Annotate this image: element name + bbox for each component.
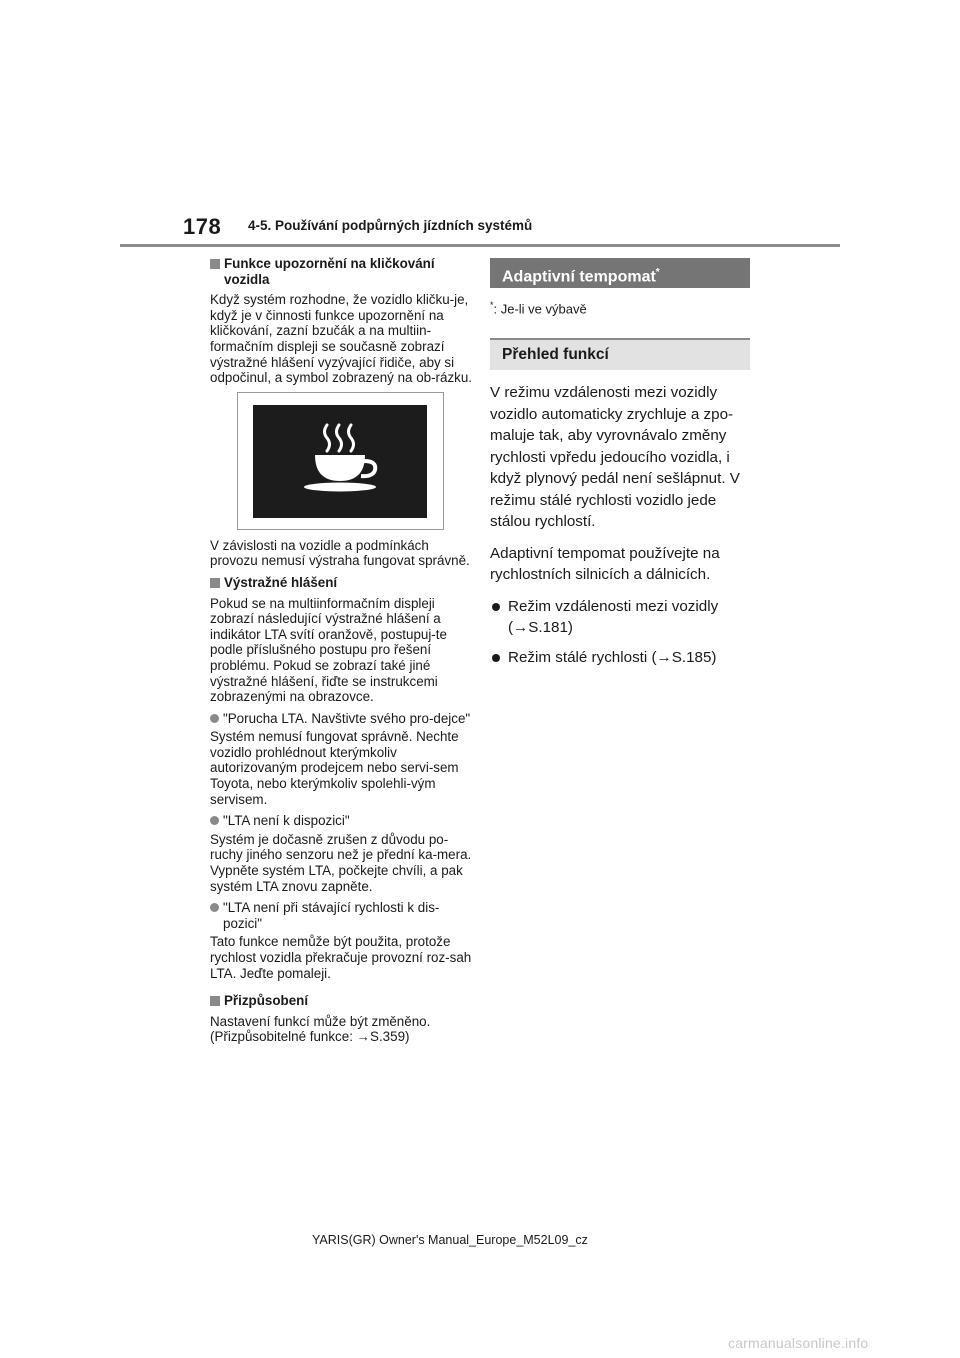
right-column [490,258,752,676]
heading-text: Přizpůsobení [224,993,309,1009]
bullet-text: Režim stálé rychlosti (→S.185) [508,648,717,666]
manual-id-footer: YARIS(GR) Owner's Manual_Europe_M52L09_cz [312,1233,588,1247]
paragraph: Nastavení funkcí může být změněno. [210,1013,431,1029]
watermark: carmanualsonline.info [728,1335,869,1351]
bullet-item [210,711,472,727]
bullet-text: "LTA není k dispozici" [223,813,350,829]
figure-frame [237,392,444,530]
round-bullet-icon [210,714,219,723]
section-heading-swaying [210,256,472,287]
asterisk: * [655,267,660,278]
coffee-cup-icon [253,405,427,518]
footnote [490,300,752,316]
round-bullet-icon [210,816,219,825]
paragraph: Tato funkce nemůže být použita, protože rychlost vozidla překračuje provozní roz-sah LTA. Jeďte pomaleji. [210,934,472,981]
paragraph: Systém je dočasně zrušen z důvodu po-ruchy jiného senzoru než je přední ka-mera. Vypněte systém LTA, počkejte chvíli, a pak systém LTA znovu zapněte. [210,831,472,894]
section-title: Adaptivní tempomat [502,268,656,286]
square-bullet-icon [210,259,220,269]
square-bullet-icon [210,578,220,588]
subsection-title-bar: Přehled funkcí [490,338,750,370]
bullet-text: "Porucha LTA. Navštivte svého pro-dejce" [223,710,471,726]
bullet-text: "LTA není při stávající rychlosti k dis-pozici" [223,900,440,931]
paragraph-note: V závislosti na vozidle a podmínkách provozu nemusí výstraha fungovat správně. [210,537,470,569]
bullet-item [210,813,472,829]
body-text [490,382,752,668]
round-bullet-icon [492,654,500,662]
page-number: 178 [183,214,222,239]
header-rule [120,244,840,247]
section-heading-warning [210,575,472,591]
round-bullet-icon [492,603,500,611]
asterisk: * [490,300,494,310]
section-heading-customization [210,993,472,1009]
round-bullet-icon [210,903,219,912]
bullet-text: Režim vzdálenosti mezi vozidly (→S.181) [508,597,719,637]
heading-text: Výstražné hlášení [224,574,338,590]
bullet-item [490,647,752,669]
bullet-item [490,596,752,639]
chapter-title: 4-5. Používání podpůrných jízdních systémů [248,218,533,233]
footnote-text: : Je-li ve výbavě [493,301,587,317]
paragraph: V režimu vzdálenosti mezi vozidly vozidlo automaticky zrychluje a zpo-maluje tak, aby vyrovnávalo změny rychlosti vpředu jedoucího vozidla, i když plynový pedál není sešlápnut. V režimu stálé rychlosti vozidlo jede stálou rychlostí. [490,384,740,531]
cross-reference: (Přizpůsobitelné funkce: →S.359) [210,1029,410,1045]
paragraph: Pokud se na multiinformačním displeji zobrazí následující výstražné hlášení a indikátor LTA svítí oranžově, postupuj-te podle příslušného postupu pro řešení problému. Pokud se zobrazí také jiné výstražné hlášení, řiďte se instrukcemi zobrazenými na obrazovce. [210,595,447,705]
paragraph: Adaptivní tempomat používejte na rychlostních silnicích a dálnicích. [490,544,720,584]
paragraph: Systém nemusí fungovat správně. Nechte vozidlo prohlédnout kterýmkoliv autorizovaným prodejcem nebo servi-sem Toyota, nebo kterýmkoliv spolehli-vým servisem. [210,729,459,807]
paragraph: Když systém rozhodne, že vozidlo kličku-je, když je v činnosti funkce upozornění na kličkování, zazní bzučák a na multiin-formačním displeji se současně zobrazí výstražné hlášení vyzývající řidiče, aby si odpočinul, a symbol zobrazený na ob-rázku. [210,292,473,386]
multi-info-display [253,405,427,518]
heading-text: Funkce upozornění na kličkování vozidla [224,256,435,287]
left-column [210,256,472,1051]
square-bullet-icon [210,996,220,1006]
section-title-bar [490,258,750,288]
bullet-item [210,900,472,931]
